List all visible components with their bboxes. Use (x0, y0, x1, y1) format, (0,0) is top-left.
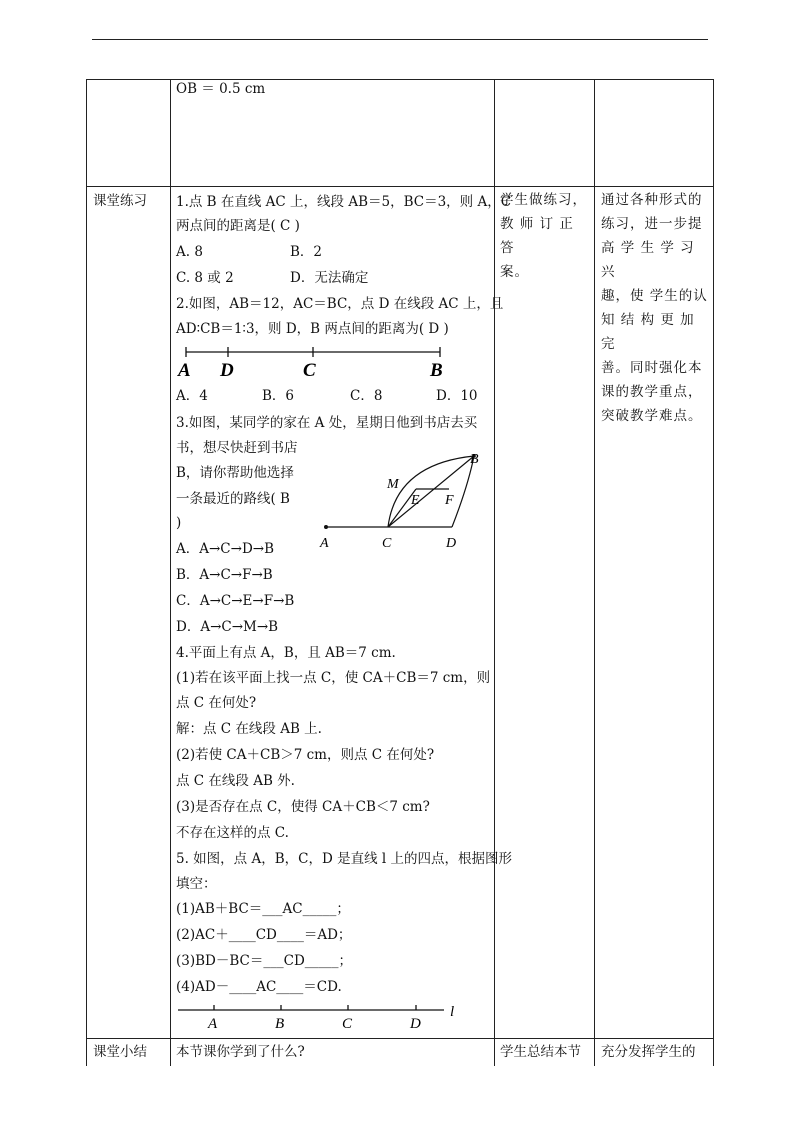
table-row-divider-1 (86, 186, 713, 187)
q5-fill-2: (2)AC＋____CD____＝AD； (176, 927, 352, 943)
teacher-activity-line: 案。 (500, 264, 529, 280)
table-row-divider-2 (86, 1038, 713, 1039)
q2-option-c: C．8 (350, 388, 383, 404)
q3-label-m: M (387, 477, 399, 492)
q4-line-5: (2)若使 CA＋CB＞7 cm，则点 C 在何处? (176, 747, 435, 763)
q3-line-2: 书，想尽快赶到书店 (176, 440, 298, 456)
q3-label-e: E (411, 493, 420, 508)
q3-option-c: C．A→C→E→F→B (176, 593, 295, 609)
q3-line-5: ) (176, 515, 182, 531)
q2-segment-figure (176, 344, 456, 380)
q2-line-1: 2.如图，AB＝12，AC＝BC，点 D 在线段 AC 上，且 (176, 296, 504, 312)
q2-label-c: C (303, 360, 316, 380)
q1-option-a: A. 8 (176, 244, 203, 260)
q3-option-b: B．A→C→F→B (176, 567, 273, 583)
q3-line-3: B，请你帮助他选择 (176, 465, 294, 481)
summary-teacher-activity: 学生总结本节 (500, 1044, 581, 1060)
q5-label-b: B (275, 1016, 285, 1032)
table-col-divider-1 (170, 79, 171, 1066)
q5-label-d: D (410, 1016, 421, 1032)
q5-fill-1: (1)AB＋BC＝___AC_____； (176, 901, 350, 917)
design-purpose-practice (601, 188, 711, 428)
purpose-line: 练习，进一步提 (601, 216, 703, 232)
row-label-practice: 课堂练习 (93, 193, 147, 209)
q1-line-1: 1.点 B 在直线 AC 上，线段 AB＝5，BC＝3，则 A，C (176, 194, 512, 210)
q4-line-7: (3)是否存在点 C，使得 CA＋CB＜7 cm? (176, 799, 430, 815)
q3-line-4: 一条最近的路线( B (176, 491, 290, 507)
q3-option-a: A．A→C→D→B (176, 541, 275, 557)
q5-label-c: C (342, 1016, 353, 1032)
q1-option-c: C. 8 或 2 (176, 270, 234, 286)
q2-option-b: B．6 (262, 388, 295, 404)
q5-label-a: A (208, 1016, 218, 1032)
summary-content: 本节课你学到了什么? (176, 1044, 305, 1060)
teacher-activity-line: 学生做练习， (500, 192, 587, 208)
q2-label-b: B (430, 360, 443, 380)
q5-line-figure (176, 1000, 476, 1034)
q2-label-a: A (178, 360, 191, 380)
purpose-line: 高 学 生 学 习 兴 (601, 240, 695, 280)
purpose-line: 课的教学重点， (601, 384, 703, 400)
q2-line-2: AD∶CB＝1∶3，则 D，B 两点间的距离为( D ) (176, 321, 449, 337)
q2-option-d: D．10 (436, 388, 478, 404)
purpose-line: 趣，使 学生的认 (601, 288, 708, 304)
row-label-summary: 课堂小结 (93, 1044, 147, 1060)
table-border-left (86, 79, 87, 1066)
purpose-line: 知 结 构 更 加 完 (601, 312, 695, 352)
teacher-activity-line: 教 师 订 正 答 (500, 216, 574, 256)
table-col-divider-3 (594, 79, 595, 1066)
q4-line-1: 4.平面上有点 A，B，且 AB＝7 cm. (176, 645, 396, 661)
q2-option-a: A．4 (176, 388, 208, 404)
q4-line-3: 点 C 在何处? (176, 695, 257, 711)
q1-line-2: 两点间的距离是( C ) (176, 218, 300, 234)
table-border-right (713, 79, 714, 1066)
q3-line-1: 3.如图，某同学的家在 A 处，星期日他到书店去买 (176, 415, 478, 431)
purpose-line: 通过各种形式的 (601, 192, 703, 208)
summary-purpose: 充分发挥学生的 (601, 1044, 696, 1060)
q3-label-f: F (445, 493, 454, 508)
q2-label-d: D (220, 360, 234, 380)
q1-option-d: D．无法确定 (290, 270, 369, 286)
q4-line-8: 不存在这样的点 C. (176, 825, 289, 841)
teacher-activity-practice (500, 188, 592, 284)
q3-label-d: D (446, 536, 457, 551)
purpose-line: 突破教学难点。 (601, 408, 703, 424)
q4-line-4: 解：点 C 在线段 AB 上. (176, 721, 322, 737)
q1-option-b: B．2 (290, 244, 323, 260)
q3-option-d: D．A→C→M→B (176, 619, 279, 635)
header-rule (92, 39, 708, 40)
q3-label-b: B (470, 452, 479, 467)
purpose-line: 善。同时强化本 (601, 360, 703, 376)
q5-fill-3: (3)BD－BC＝___CD_____； (176, 953, 353, 969)
q5-label-l: l (450, 1004, 455, 1020)
q4-line-2: (1)若在该平面上找一点 C，使 CA＋CB＝7 cm，则 (176, 670, 491, 686)
row1-content: OB ＝ 0.5 cm (176, 81, 266, 97)
q4-line-6: 点 C 在线段 AB 外. (176, 773, 295, 789)
q3-point-a (324, 525, 328, 529)
q3-label-c: C (382, 536, 392, 551)
q3-label-a: A (320, 536, 329, 551)
q5-line-1: 5. 如图，点 A，B，C，D 是直线 l 上的四点，根据图形 (176, 851, 512, 867)
q5-line-2: 填空： (176, 876, 217, 892)
q5-fill-4: (4)AD－____AC____＝CD. (176, 979, 342, 995)
q3-route-figure (316, 446, 492, 552)
table-col-divider-2 (494, 79, 495, 1066)
